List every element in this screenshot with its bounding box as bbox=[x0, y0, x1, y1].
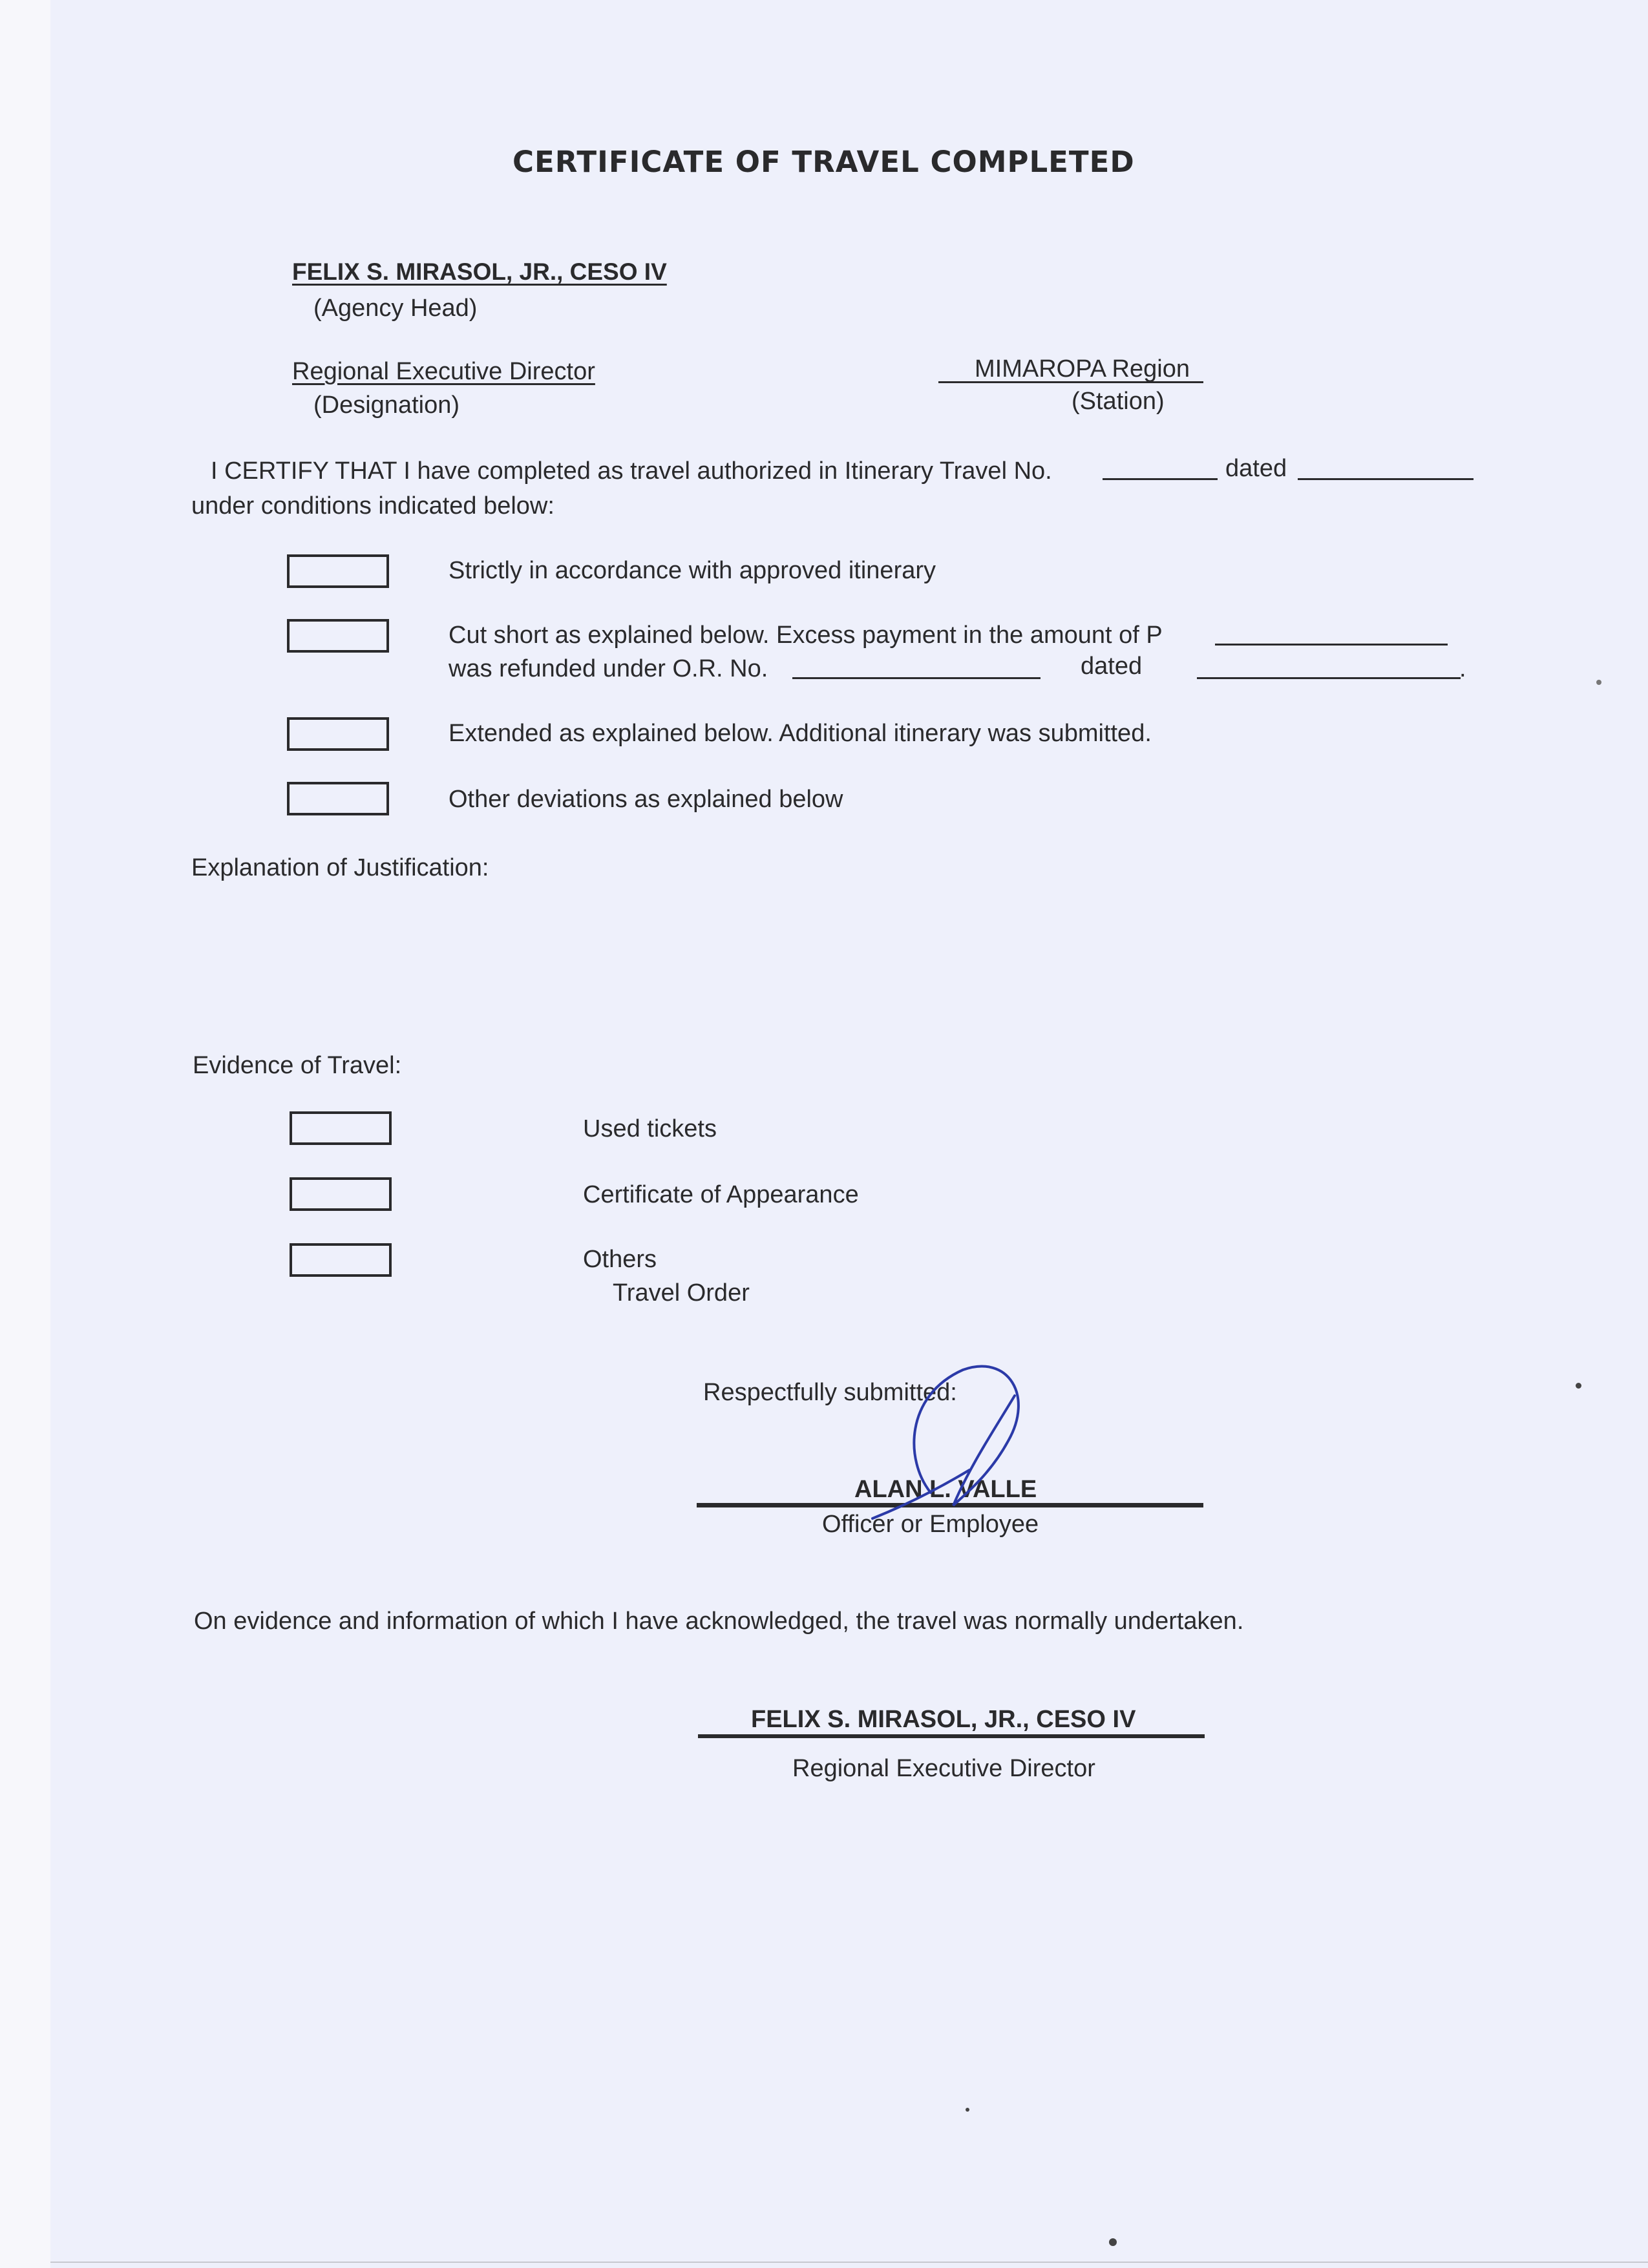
evidence-others: Others bbox=[583, 1246, 657, 1273]
acknowledgement-text: On evidence and information of which I have acknowledged, the travel was normally undertaken. bbox=[194, 1608, 1244, 1635]
agency-head-label: (Agency Head) bbox=[313, 295, 478, 322]
checkbox-extended[interactable] bbox=[287, 717, 389, 751]
condition-cut-short-label: Cut short as explained below. Excess payment in the amount of P bbox=[449, 622, 1163, 649]
or-number-blank bbox=[792, 677, 1041, 679]
approver-name: FELIX S. MIRASOL, JR., CESO IV bbox=[751, 1706, 1136, 1733]
handwritten-signature bbox=[866, 1357, 1047, 1531]
checkbox-certificate-appearance[interactable] bbox=[290, 1177, 392, 1211]
agency-head-name: FELIX S. MIRASOL, JR., CESO IV bbox=[292, 258, 667, 285]
certify-dated: dated bbox=[1225, 455, 1287, 482]
scan-speck bbox=[1576, 1383, 1581, 1389]
itinerary-no-blank bbox=[1103, 478, 1218, 480]
station-label: (Station) bbox=[1072, 388, 1165, 415]
submitted-label: Respectfully submitted: bbox=[703, 1379, 957, 1406]
condition-cut-short-or: was refunded under O.R. No. bbox=[449, 655, 768, 682]
submitter-name: ALAN L. VALLE bbox=[854, 1476, 1037, 1503]
designation-label: (Designation) bbox=[313, 392, 460, 419]
checkbox-cut-short[interactable] bbox=[287, 619, 389, 653]
scan-margin bbox=[0, 0, 50, 2268]
evidence-certificate: Certificate of Appearance bbox=[583, 1181, 859, 1208]
checkbox-others[interactable] bbox=[290, 1243, 392, 1277]
approver-role: Regional Executive Director bbox=[792, 1755, 1095, 1782]
station-value: MIMAROPA Region bbox=[975, 355, 1190, 383]
condition-other-label: Other deviations as explained below bbox=[449, 786, 843, 813]
explanation-label: Explanation of Justification: bbox=[191, 854, 489, 881]
condition-strict-label: Strictly in accordance with approved itinerary bbox=[449, 557, 936, 584]
evidence-others-detail: Travel Order bbox=[613, 1279, 750, 1307]
scan-speck bbox=[1596, 680, 1601, 685]
checkbox-used-tickets[interactable] bbox=[290, 1111, 392, 1145]
condition-cut-short-period: . bbox=[1459, 655, 1466, 682]
refund-date-blank bbox=[1197, 677, 1461, 679]
checkbox-strict[interactable] bbox=[287, 554, 389, 588]
condition-cut-short-dated: dated bbox=[1081, 653, 1143, 680]
scan-speck bbox=[1109, 2238, 1117, 2246]
checkbox-other-deviations[interactable] bbox=[287, 782, 389, 815]
certify-date-blank bbox=[1298, 478, 1474, 480]
approver-signature-line bbox=[698, 1734, 1205, 1738]
submitter-role: Officer or Employee bbox=[822, 1511, 1039, 1538]
scan-speck bbox=[966, 2108, 969, 2112]
evidence-used-tickets: Used tickets bbox=[583, 1115, 717, 1142]
excess-amount-blank bbox=[1215, 644, 1448, 646]
certify-conditions: under conditions indicated below: bbox=[191, 492, 555, 520]
designation-value: Regional Executive Director bbox=[292, 358, 595, 385]
condition-extended-label: Extended as explained below. Additional itinerary was submitted. bbox=[449, 720, 1152, 747]
document-title: CERTIFICATE OF TRAVEL COMPLETED bbox=[512, 145, 1135, 179]
scan-bottom-edge bbox=[50, 2262, 1648, 2263]
evidence-label: Evidence of Travel: bbox=[193, 1052, 402, 1079]
certify-text: I CERTIFY THAT I have completed as travel authorized in Itinerary Travel No. bbox=[211, 457, 1052, 485]
